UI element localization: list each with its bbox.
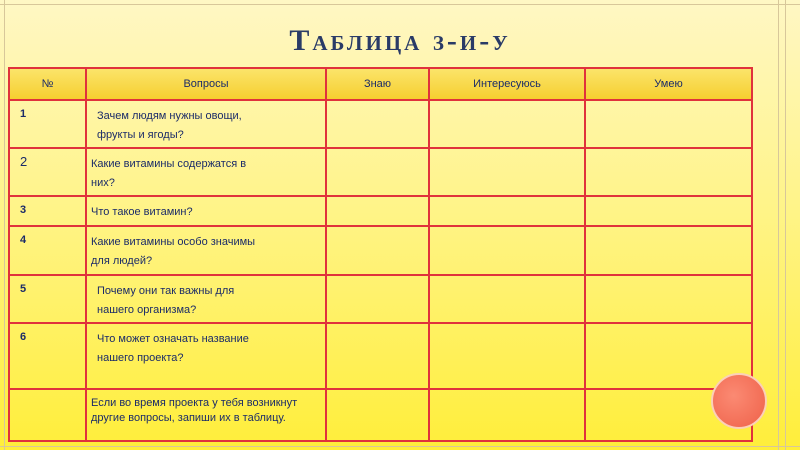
table-row bbox=[9, 148, 752, 196]
question-line: Что может означать название bbox=[97, 333, 249, 345]
frame-line-bottom bbox=[0, 446, 800, 447]
question-cell bbox=[86, 323, 326, 389]
table-row bbox=[9, 226, 752, 275]
interested-cell[interactable] bbox=[429, 389, 585, 441]
interested-cell[interactable] bbox=[429, 275, 585, 323]
question-line: Зачем людям нужны овощи, bbox=[97, 110, 242, 122]
row-number: 2 bbox=[9, 148, 86, 196]
header-row bbox=[9, 68, 752, 100]
question-cell bbox=[86, 226, 326, 275]
frame-line-left bbox=[4, 0, 5, 450]
header-number: № bbox=[9, 68, 86, 100]
note-text: Если во время проекта у тебя возникнут другие вопросы, запиши их в таблицу. bbox=[86, 389, 326, 441]
question-line: фрукты и ягоды? bbox=[97, 129, 184, 141]
question-line: них? bbox=[91, 177, 115, 189]
page-title: Таблица з-и-у bbox=[289, 24, 511, 57]
table-row bbox=[9, 323, 752, 389]
question-line: Что такое витамин? bbox=[91, 206, 193, 218]
know-cell[interactable] bbox=[326, 323, 429, 389]
know-cell[interactable] bbox=[326, 275, 429, 323]
know-cell[interactable] bbox=[326, 389, 429, 441]
know-cell[interactable] bbox=[326, 196, 429, 226]
header-questions: Вопросы bbox=[86, 68, 326, 100]
header-know: Знаю bbox=[326, 68, 429, 100]
zhiu-table bbox=[8, 67, 753, 442]
row-number: 3 bbox=[9, 196, 86, 226]
know-cell[interactable] bbox=[326, 100, 429, 148]
question-line: для людей? bbox=[91, 255, 153, 267]
empty-number-cell bbox=[9, 389, 86, 441]
question-line: Какие витамины особо значимы bbox=[91, 236, 256, 248]
table-row bbox=[9, 275, 752, 323]
can-cell[interactable] bbox=[585, 148, 752, 196]
header-can: Умею bbox=[585, 68, 752, 100]
table-row-note bbox=[9, 389, 752, 441]
header-interested: Интересуюсь bbox=[429, 68, 585, 100]
can-cell[interactable] bbox=[585, 196, 752, 226]
question-line: нашего проекта? bbox=[97, 352, 184, 364]
interested-cell[interactable] bbox=[429, 148, 585, 196]
interested-cell[interactable] bbox=[429, 226, 585, 275]
can-cell[interactable] bbox=[585, 275, 752, 323]
decorative-circle bbox=[711, 373, 767, 429]
frame-line-right-outer bbox=[778, 0, 779, 450]
question-cell bbox=[86, 275, 326, 323]
table-row bbox=[9, 196, 752, 226]
frame-line-right-inner bbox=[785, 0, 786, 450]
row-number: 1 bbox=[9, 100, 86, 148]
frame-line-top bbox=[0, 4, 800, 5]
interested-cell[interactable] bbox=[429, 100, 585, 148]
interested-cell[interactable] bbox=[429, 196, 585, 226]
question-cell bbox=[86, 100, 326, 148]
question-cell bbox=[86, 196, 326, 226]
row-number: 4 bbox=[9, 226, 86, 275]
question-line: Какие витамины содержатся в bbox=[91, 158, 247, 170]
table-row bbox=[9, 100, 752, 148]
question-line: нашего организма? bbox=[97, 304, 197, 316]
know-cell[interactable] bbox=[326, 226, 429, 275]
row-number: 6 bbox=[9, 323, 86, 389]
interested-cell[interactable] bbox=[429, 323, 585, 389]
can-cell[interactable] bbox=[585, 100, 752, 148]
can-cell[interactable] bbox=[585, 226, 752, 275]
row-number: 5 bbox=[9, 275, 86, 323]
know-cell[interactable] bbox=[326, 148, 429, 196]
question-cell bbox=[86, 148, 326, 196]
question-line: Почему они так важны для bbox=[97, 285, 235, 297]
